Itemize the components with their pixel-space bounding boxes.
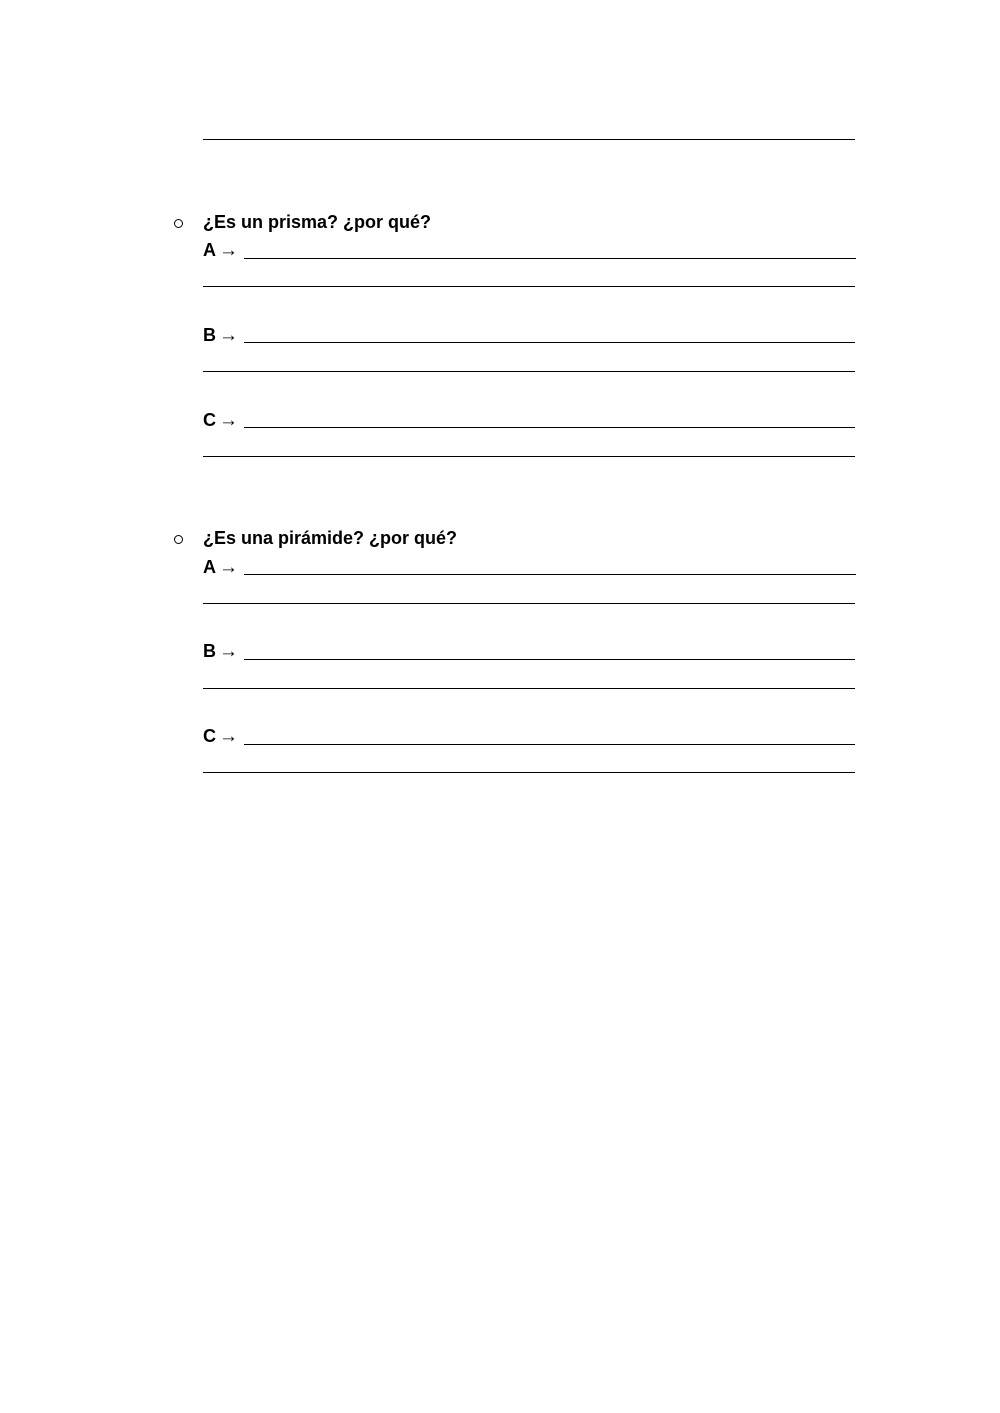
right-arrow-icon: → [219,325,238,346]
right-arrow-icon: → [219,641,238,662]
option-letter: C [203,410,216,430]
right-arrow-icon: → [219,557,238,578]
right-arrow-icon: → [219,726,238,747]
question-2-option-a-label [203,556,238,579]
question-2-option-c-label [203,725,238,748]
answer-line-top[interactable] [203,139,855,140]
question-1-option-c-line-1[interactable] [244,427,855,428]
question-1-option-b-line-2[interactable] [203,371,855,372]
right-arrow-icon: → [219,410,238,431]
option-letter: A [203,557,216,577]
question-2-option-b-label [203,640,238,663]
option-letter: A [203,240,216,260]
question-1-option-b-line-1[interactable] [244,342,855,343]
hollow-circle-bullet-icon [174,535,183,544]
question-2-option-a-line-2[interactable] [203,603,855,604]
option-letter: B [203,641,216,661]
question-1-option-a-line-2[interactable] [203,286,855,287]
question-2-option-a-line-1[interactable] [244,574,856,575]
question-1-option-c-label [203,409,238,432]
question-2-option-c-line-1[interactable] [244,744,855,745]
question-2-text: ¿Es una pirámide? ¿por qué? [203,528,458,548]
question-1-option-b-label [203,324,238,347]
question-1-option-a-line-1[interactable] [244,258,856,259]
question-2-option-c-line-2[interactable] [203,772,855,773]
question-1-option-a-label [203,239,238,262]
right-arrow-icon: → [219,240,238,261]
question-2-option-b-line-2[interactable] [203,688,855,689]
option-letter: B [203,325,216,345]
option-letter: C [203,726,216,746]
hollow-circle-bullet-icon [174,219,183,228]
question-1-text: ¿Es un prisma? ¿por qué? [203,212,432,232]
question-2-option-b-line-1[interactable] [244,659,855,660]
question-1-option-c-line-2[interactable] [203,456,855,457]
